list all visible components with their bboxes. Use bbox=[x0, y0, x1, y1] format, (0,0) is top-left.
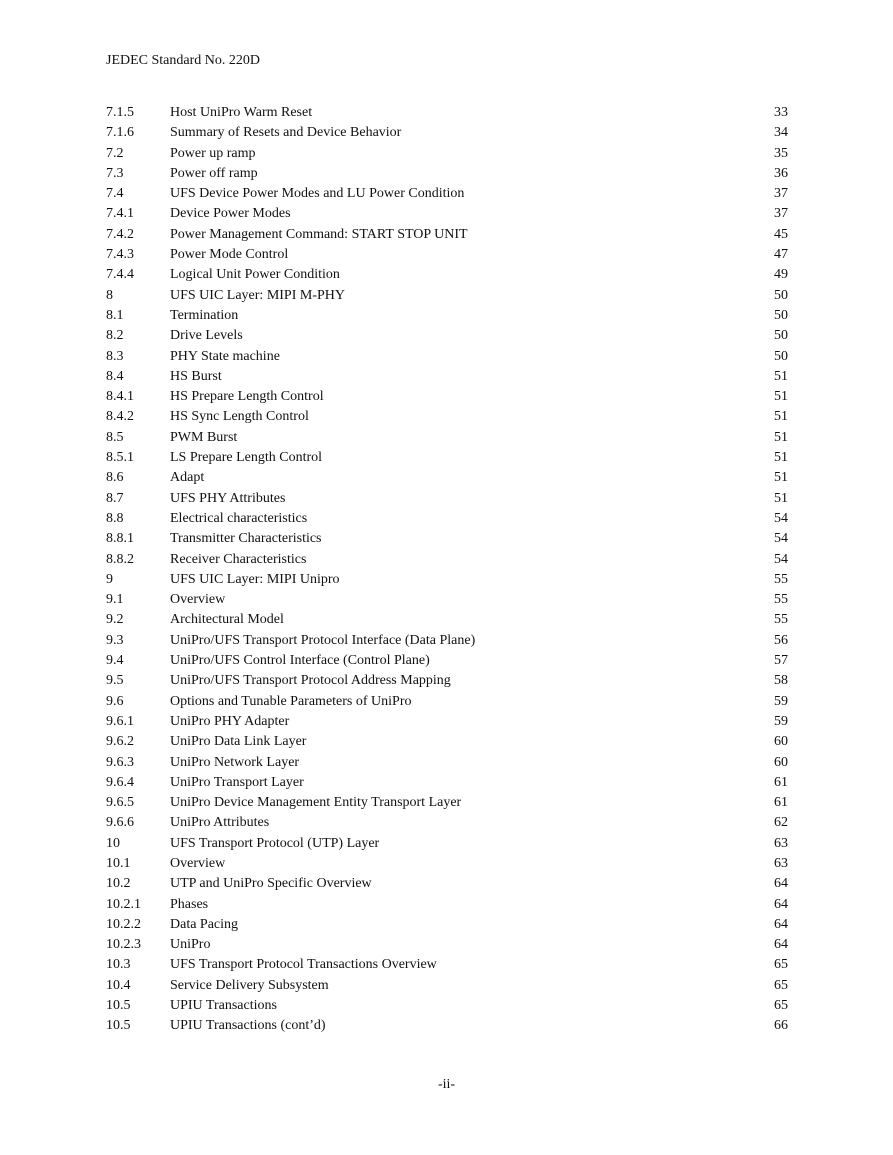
toc-section-number: 10.2.1 bbox=[106, 896, 141, 912]
toc-section-title: UFS Transport Protocol Transactions Overview bbox=[170, 957, 437, 973]
toc-section-title: PWM Burst bbox=[170, 429, 238, 445]
toc-section-number: 9.6.1 bbox=[106, 713, 134, 729]
toc-section-number: 8.5.1 bbox=[106, 450, 134, 466]
toc-page-number: 64 bbox=[774, 937, 788, 953]
toc-entry[interactable] bbox=[106, 712, 788, 732]
toc-entry[interactable] bbox=[106, 570, 788, 590]
toc-section-title: Transmitter Characteristics bbox=[170, 531, 322, 547]
toc-section-title: UniPro/UFS Transport Protocol Address Mapping bbox=[170, 673, 451, 689]
toc-entry[interactable] bbox=[106, 468, 788, 488]
toc-section-number: 9.3 bbox=[106, 632, 124, 648]
toc-section-number: 7.1.6 bbox=[106, 125, 134, 141]
toc-page-number: 66 bbox=[774, 1018, 788, 1034]
toc-entry[interactable] bbox=[106, 387, 788, 407]
toc-page-number: 59 bbox=[774, 693, 788, 709]
toc-section-title: Options and Tunable Parameters of UniPro bbox=[170, 693, 412, 709]
toc-section-number: 8.7 bbox=[106, 490, 124, 506]
page-footer bbox=[0, 1076, 893, 1094]
toc-entry[interactable] bbox=[106, 306, 788, 326]
toc-section-number: 9.2 bbox=[106, 612, 124, 628]
toc-section-title: UniPro Data Link Layer bbox=[170, 734, 307, 750]
toc-entry[interactable] bbox=[106, 428, 788, 448]
toc-entry[interactable] bbox=[106, 671, 788, 691]
toc-section-number: 10.1 bbox=[106, 855, 131, 871]
toc-section-number: 9.5 bbox=[106, 673, 124, 689]
toc-page-number: 50 bbox=[774, 328, 788, 344]
toc-section-title: Power up ramp bbox=[170, 145, 256, 161]
toc-entry[interactable] bbox=[106, 184, 788, 204]
toc-section-title: Electrical characteristics bbox=[170, 510, 308, 526]
toc-section-number: 10.2.3 bbox=[106, 937, 141, 953]
toc-section-number: 9.6.6 bbox=[106, 815, 134, 831]
toc-section-number: 8.8.1 bbox=[106, 531, 134, 547]
toc-page-number: 65 bbox=[774, 998, 788, 1014]
toc-page-number: 63 bbox=[774, 855, 788, 871]
toc-page-number: 51 bbox=[774, 409, 788, 425]
toc-section-title: Architectural Model bbox=[170, 612, 284, 628]
toc-page-number: 33 bbox=[774, 105, 788, 120]
toc-page-number: 37 bbox=[774, 206, 788, 222]
toc-section-title: UFS PHY Attributes bbox=[170, 490, 286, 506]
toc-entry[interactable] bbox=[106, 874, 788, 894]
toc-section-number: 8.4.2 bbox=[106, 409, 134, 425]
toc-section-title: Power Mode Control bbox=[170, 247, 289, 263]
toc-page-number: 50 bbox=[774, 348, 788, 364]
toc-section-number: 9.1 bbox=[106, 592, 124, 608]
toc-page-number: 65 bbox=[774, 957, 788, 973]
toc-page-number: 37 bbox=[774, 186, 788, 202]
toc-entry[interactable] bbox=[106, 732, 788, 752]
toc-section-number: 9.4 bbox=[106, 653, 124, 669]
toc-section-title: UFS UIC Layer: MIPI M-PHY bbox=[170, 287, 345, 303]
toc-section-number: 8.4.1 bbox=[106, 389, 134, 405]
toc-section-number: 9.6.5 bbox=[106, 795, 134, 811]
toc-section-number: 10.5 bbox=[106, 998, 131, 1014]
toc-section-number: 7.4.3 bbox=[106, 247, 134, 263]
toc-page-number: 64 bbox=[774, 876, 788, 892]
toc-section-number: 9.6.2 bbox=[106, 734, 134, 750]
toc-section-title: Overview bbox=[170, 855, 226, 871]
toc-entry[interactable] bbox=[106, 935, 788, 955]
toc-section-number: 7.1.5 bbox=[106, 105, 134, 120]
toc-section-number: 8.8 bbox=[106, 510, 124, 526]
toc-page-number: 45 bbox=[774, 226, 788, 242]
toc-section-number: 7.4.4 bbox=[106, 267, 134, 283]
toc-entry[interactable] bbox=[106, 103, 788, 123]
toc-section-title: Adapt bbox=[170, 470, 205, 486]
toc-section-number: 9.6.3 bbox=[106, 754, 134, 770]
toc-section-number: 7.4.2 bbox=[106, 226, 134, 242]
toc-section-title: Termination bbox=[170, 307, 239, 323]
toc-entry[interactable] bbox=[106, 245, 788, 265]
toc-page-number: 65 bbox=[774, 977, 788, 993]
toc-entry[interactable] bbox=[106, 692, 788, 712]
toc-entry[interactable] bbox=[106, 265, 788, 285]
toc-section-title: UniPro Transport Layer bbox=[170, 774, 304, 790]
toc-page-number: 64 bbox=[774, 916, 788, 932]
toc-section-title: UPIU Transactions (cont’d) bbox=[170, 1018, 326, 1034]
toc-page-number: 34 bbox=[774, 125, 788, 141]
toc-page-number: 58 bbox=[774, 673, 788, 689]
toc-section-title: UniPro Device Management Entity Transport Layer bbox=[170, 795, 462, 811]
toc-entry[interactable] bbox=[106, 976, 788, 996]
toc-section-title: HS Prepare Length Control bbox=[170, 389, 324, 405]
toc-entry[interactable] bbox=[106, 590, 788, 610]
toc-section-number: 10.4 bbox=[106, 977, 131, 993]
toc-entry[interactable] bbox=[106, 204, 788, 224]
toc-section-title: Logical Unit Power Condition bbox=[170, 267, 340, 283]
toc-entry[interactable] bbox=[106, 407, 788, 427]
toc-section-number: 7.4 bbox=[106, 186, 124, 202]
toc-section-title: PHY State machine bbox=[170, 348, 280, 364]
toc-page-number: 51 bbox=[774, 450, 788, 466]
toc-page-number: 54 bbox=[774, 510, 788, 526]
toc-entry[interactable] bbox=[106, 286, 788, 306]
toc-section-title: UniPro Network Layer bbox=[170, 754, 300, 770]
toc-page-number: 63 bbox=[774, 835, 788, 851]
toc-section-number: 7.2 bbox=[106, 145, 124, 161]
toc-section-title: Summary of Resets and Device Behavior bbox=[170, 125, 402, 141]
toc-page-number: 50 bbox=[774, 287, 788, 303]
toc-entry[interactable] bbox=[106, 123, 788, 143]
toc-section-title: Device Power Modes bbox=[170, 206, 291, 222]
toc-section-title: UniPro/UFS Control Interface (Control Plane) bbox=[170, 653, 430, 669]
toc-page-number: 64 bbox=[774, 896, 788, 912]
toc-section-title: UFS Transport Protocol (UTP) Layer bbox=[170, 835, 380, 851]
toc-section-title: Overview bbox=[170, 592, 226, 608]
toc-entry[interactable] bbox=[106, 225, 788, 245]
toc-entry[interactable] bbox=[106, 1016, 788, 1036]
toc-section-number: 8.6 bbox=[106, 470, 124, 486]
toc-entry[interactable] bbox=[106, 550, 788, 570]
toc-section-title: HS Sync Length Control bbox=[170, 409, 309, 425]
toc-page-number: 59 bbox=[774, 713, 788, 729]
toc-section-number: 7.3 bbox=[106, 165, 124, 181]
toc-section-number: 8.4 bbox=[106, 368, 124, 384]
toc-page-number: 60 bbox=[774, 734, 788, 750]
toc-entry[interactable] bbox=[106, 529, 788, 549]
toc-page-number: 55 bbox=[774, 571, 788, 587]
toc-entry[interactable] bbox=[106, 347, 788, 367]
toc-page-number: 55 bbox=[774, 592, 788, 608]
toc-entry[interactable] bbox=[106, 610, 788, 630]
toc-entry[interactable] bbox=[106, 509, 788, 529]
toc-page-number: 54 bbox=[774, 551, 788, 567]
toc-section-title: Power Management Command: START STOP UNIT bbox=[170, 226, 468, 242]
toc-section-number: 10.2.2 bbox=[106, 916, 141, 932]
toc-entry[interactable] bbox=[106, 753, 788, 773]
page-number: -ii- bbox=[437, 1077, 456, 1092]
toc-section-title: Service Delivery Subsystem bbox=[170, 977, 329, 993]
toc-entry[interactable] bbox=[106, 793, 788, 813]
toc-section-title: HS Burst bbox=[170, 368, 222, 384]
toc-page-number: 61 bbox=[774, 774, 788, 790]
toc-section-number: 8 bbox=[106, 287, 113, 303]
toc-entry[interactable] bbox=[106, 834, 788, 854]
toc-entry[interactable] bbox=[106, 773, 788, 793]
toc-page-number: 51 bbox=[774, 368, 788, 384]
toc-section-title: UPIU Transactions bbox=[170, 998, 277, 1014]
toc-section-number: 8.8.2 bbox=[106, 551, 134, 567]
toc-entry[interactable] bbox=[106, 854, 788, 874]
toc-section-title: UFS Device Power Modes and LU Power Condition bbox=[170, 186, 465, 202]
toc-entry[interactable] bbox=[106, 813, 788, 833]
toc-section-title: UTP and UniPro Specific Overview bbox=[170, 876, 372, 892]
toc-entry[interactable] bbox=[106, 895, 788, 915]
toc-section-number: 10.3 bbox=[106, 957, 131, 973]
toc-page-number: 61 bbox=[774, 795, 788, 811]
toc-section-title: LS Prepare Length Control bbox=[170, 450, 323, 466]
toc-section-title: UniPro PHY Adapter bbox=[170, 713, 290, 729]
toc-page-number: 56 bbox=[774, 632, 788, 648]
toc-entry[interactable] bbox=[106, 326, 788, 346]
document-title: JEDEC Standard No. 220D bbox=[106, 53, 260, 68]
toc-section-number: 10.2 bbox=[106, 876, 131, 892]
toc-page-number: 49 bbox=[774, 267, 788, 283]
toc-page-number: 51 bbox=[774, 470, 788, 486]
toc-page-number: 55 bbox=[774, 612, 788, 628]
toc-entry[interactable] bbox=[106, 955, 788, 975]
toc-entry[interactable] bbox=[106, 631, 788, 651]
toc-section-title: Receiver Characteristics bbox=[170, 551, 307, 567]
table-of-contents bbox=[106, 103, 788, 1037]
toc-section-number: 8.1 bbox=[106, 307, 124, 323]
toc-section-number: 9 bbox=[106, 571, 113, 587]
toc-page-number: 51 bbox=[774, 429, 788, 445]
toc-page-number: 50 bbox=[774, 307, 788, 323]
toc-section-number: 9.6.4 bbox=[106, 774, 134, 790]
toc-page-number: 51 bbox=[774, 389, 788, 405]
toc-section-number: 10 bbox=[106, 835, 120, 851]
toc-entry[interactable] bbox=[106, 996, 788, 1016]
toc-page-number: 62 bbox=[774, 815, 788, 831]
toc-page-number: 60 bbox=[774, 754, 788, 770]
toc-section-number: 7.4.1 bbox=[106, 206, 134, 222]
toc-section-number: 8.3 bbox=[106, 348, 124, 364]
toc-section-title: Phases bbox=[170, 896, 209, 912]
toc-entry[interactable] bbox=[106, 915, 788, 935]
toc-page-number: 51 bbox=[774, 490, 788, 506]
toc-section-title: UniPro/UFS Transport Protocol Interface (Data Plane) bbox=[170, 632, 476, 648]
toc-section-number: 9.6 bbox=[106, 693, 124, 709]
toc-page-number: 57 bbox=[774, 653, 788, 669]
toc-entry[interactable] bbox=[106, 164, 788, 184]
page-header bbox=[106, 52, 260, 70]
toc-section-title: UniPro Attributes bbox=[170, 815, 270, 831]
toc-page-number: 47 bbox=[774, 247, 788, 263]
toc-section-title: UFS UIC Layer: MIPI Unipro bbox=[170, 571, 340, 587]
toc-entry[interactable] bbox=[106, 651, 788, 671]
toc-entry[interactable] bbox=[106, 144, 788, 164]
toc-section-title: Data Pacing bbox=[170, 916, 239, 932]
toc-section-number: 8.2 bbox=[106, 328, 124, 344]
toc-entry[interactable] bbox=[106, 367, 788, 387]
toc-page-number: 54 bbox=[774, 531, 788, 547]
toc-section-number: 10.5 bbox=[106, 1018, 131, 1034]
toc-section-number: 8.5 bbox=[106, 429, 124, 445]
toc-section-title: Power off ramp bbox=[170, 165, 258, 181]
toc-section-title: Drive Levels bbox=[170, 328, 243, 344]
toc-page-number: 35 bbox=[774, 145, 788, 161]
toc-entry[interactable] bbox=[106, 489, 788, 509]
toc-section-title: Host UniPro Warm Reset bbox=[170, 105, 313, 120]
toc-section-title: UniPro bbox=[170, 937, 211, 953]
toc-page-number: 36 bbox=[774, 165, 788, 181]
toc-entry[interactable] bbox=[106, 448, 788, 468]
